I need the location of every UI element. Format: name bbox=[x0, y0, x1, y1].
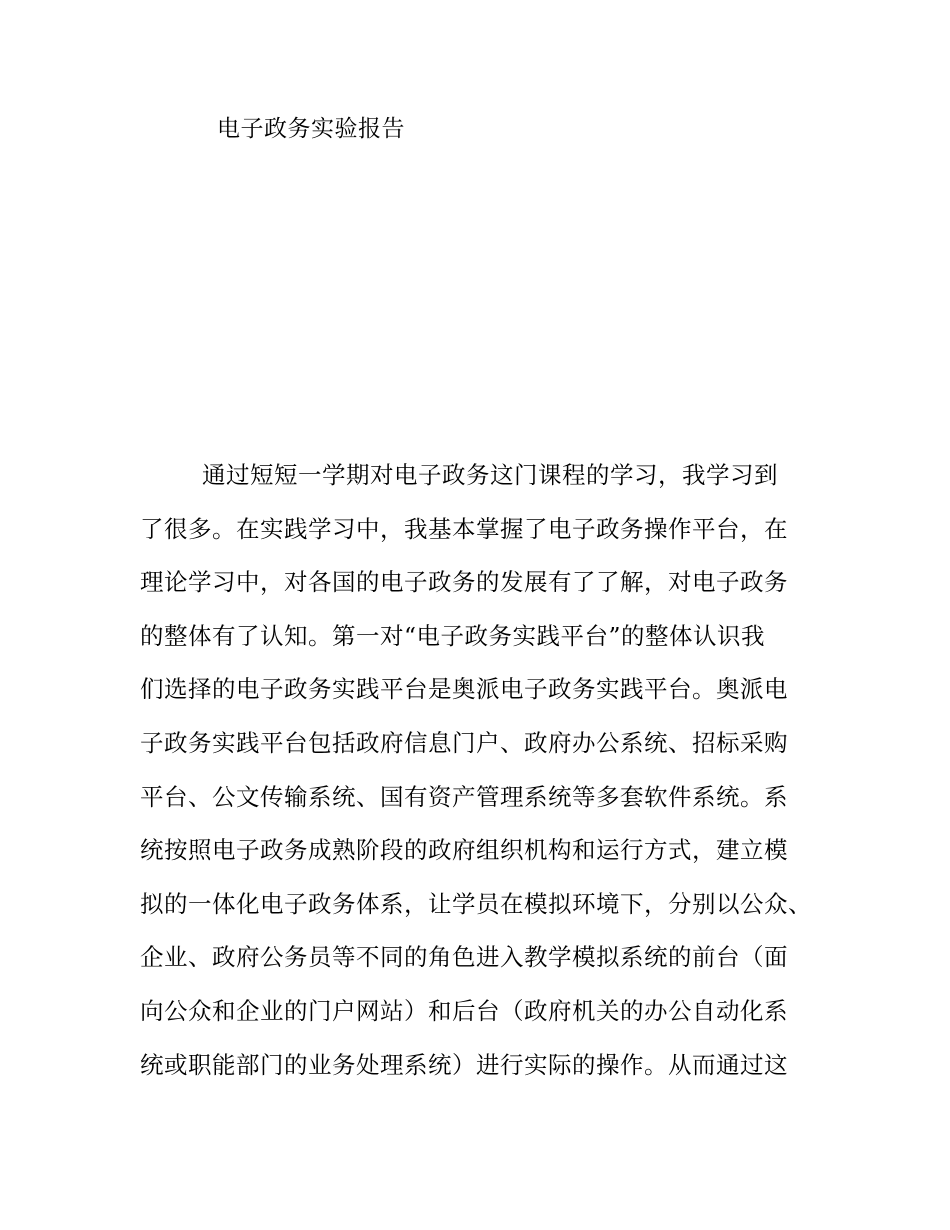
paragraph-line-9: 拟的一体化电子政务体系，让学员在模拟环境下，分别以公众、 bbox=[140, 889, 812, 918]
paragraph-line-3: 理论学习中，对各国的电子政务的发展有了了解，对电子政务 bbox=[140, 568, 788, 597]
paragraph-line-5: 们选择的电子政务实践平台是奥派电子政务实践平台。奥派电 bbox=[140, 675, 788, 704]
document-title: 电子政务实验报告 bbox=[217, 116, 405, 142]
paragraph-line-7: 平台、公文传输系统、国有资产管理系统等多套软件系统。系 bbox=[140, 782, 788, 811]
paragraph-line-2: 了很多。在实践学习中，我基本掌握了电子政务操作平台，在 bbox=[140, 514, 788, 543]
paragraph-line-6: 子政务实践平台包括政府信息门户、政府办公系统、招标采购 bbox=[140, 728, 788, 757]
paragraph-line-10: 企业、政府公务员等不同的角色进入教学模拟系统的前台（面 bbox=[140, 943, 788, 972]
body-paragraph bbox=[140, 449, 830, 1092]
paragraph-line-4: 的整体有了认知。第一对“电子政务实践平台”的整体认识我 bbox=[140, 621, 766, 650]
paragraph-line-12: 统或职能部门的业务处理系统）进行实际的操作。从而通过这 bbox=[140, 1050, 788, 1079]
paragraph-line-8: 统按照电子政务成熟阶段的政府组织机构和运行方式，建立模 bbox=[140, 836, 788, 865]
paragraph-line-11: 向公众和企业的门户网站）和后台（政府机关的办公自动化系 bbox=[140, 996, 788, 1025]
paragraph-line-1: 通过短短一学期对电子政务这门课程的学习，我学习到 bbox=[202, 461, 778, 489]
